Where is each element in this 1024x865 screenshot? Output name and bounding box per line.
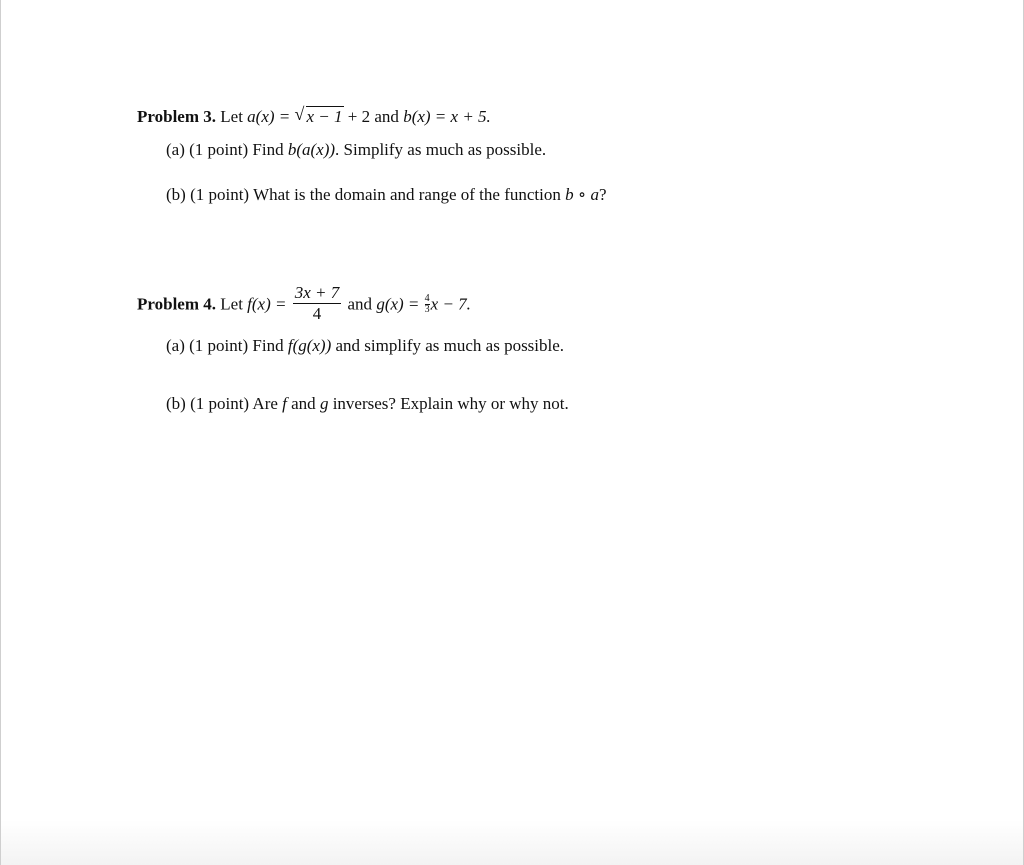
g-coefficient-fraction [425, 294, 430, 315]
problem-3-label: Problem 3. [137, 107, 217, 126]
math-expression: b(a(x)) [287, 140, 336, 159]
math-expression: f(g(x)) [287, 336, 332, 355]
g-definition-lhs: g(x) = [376, 294, 420, 314]
and-text: and [374, 107, 399, 126]
f-definition-lhs: f(x) = [247, 294, 287, 314]
variable-g: g [319, 394, 329, 413]
question-text: Find [252, 336, 284, 355]
problem-4-part-b [166, 394, 569, 414]
question-text-tail: inverses? Explain why or why not. [332, 394, 569, 413]
question-text: Are [252, 394, 278, 413]
points-label: (1 point) [189, 140, 249, 159]
a-definition-tail: + 2 [347, 107, 371, 126]
square-root: √ x − 1 [294, 104, 343, 126]
f-fraction [293, 283, 342, 324]
fraction-numerator: 3x + 7 [294, 283, 340, 302]
problem-3-part-b [166, 185, 607, 205]
question-text-tail: . Simplify as much as possible. [335, 140, 547, 159]
points-label: (1 point) [190, 185, 250, 204]
problem-4-label: Problem 4. [137, 294, 217, 314]
and-text: and [347, 294, 373, 314]
math-expression: b ∘ a [565, 185, 599, 204]
problem-3-statement [137, 106, 491, 127]
problem-4-part-a [166, 336, 564, 356]
part-marker: (a) [166, 336, 185, 355]
part-marker: (b) [166, 394, 186, 413]
problem-3-part-a [166, 140, 546, 160]
let-text: Let [220, 107, 243, 126]
points-label: (1 point) [189, 336, 249, 355]
part-marker: (b) [166, 185, 186, 204]
question-text: What is the domain and range of the function [253, 185, 561, 204]
coefficient-denominator: 3 [424, 304, 430, 315]
variable-f: f [282, 394, 287, 413]
fraction-denominator: 4 [312, 304, 322, 323]
points-label: (1 point) [190, 394, 250, 413]
b-definition: b(x) = x + 5. [403, 107, 491, 126]
part-marker: (a) [166, 140, 185, 159]
question-text: Find [252, 140, 284, 159]
let-text: Let [220, 294, 243, 314]
radicand: x − 1 [306, 107, 343, 126]
problem-4-statement [137, 285, 471, 326]
g-definition-tail: x − 7. [430, 294, 471, 314]
question-text-tail: ? [598, 185, 607, 204]
a-definition-lhs: a(x) = [247, 107, 291, 126]
coefficient-numerator: 4 [424, 293, 430, 304]
and-text: and [291, 394, 316, 413]
question-text-tail: and simplify as much as possible. [335, 336, 565, 355]
